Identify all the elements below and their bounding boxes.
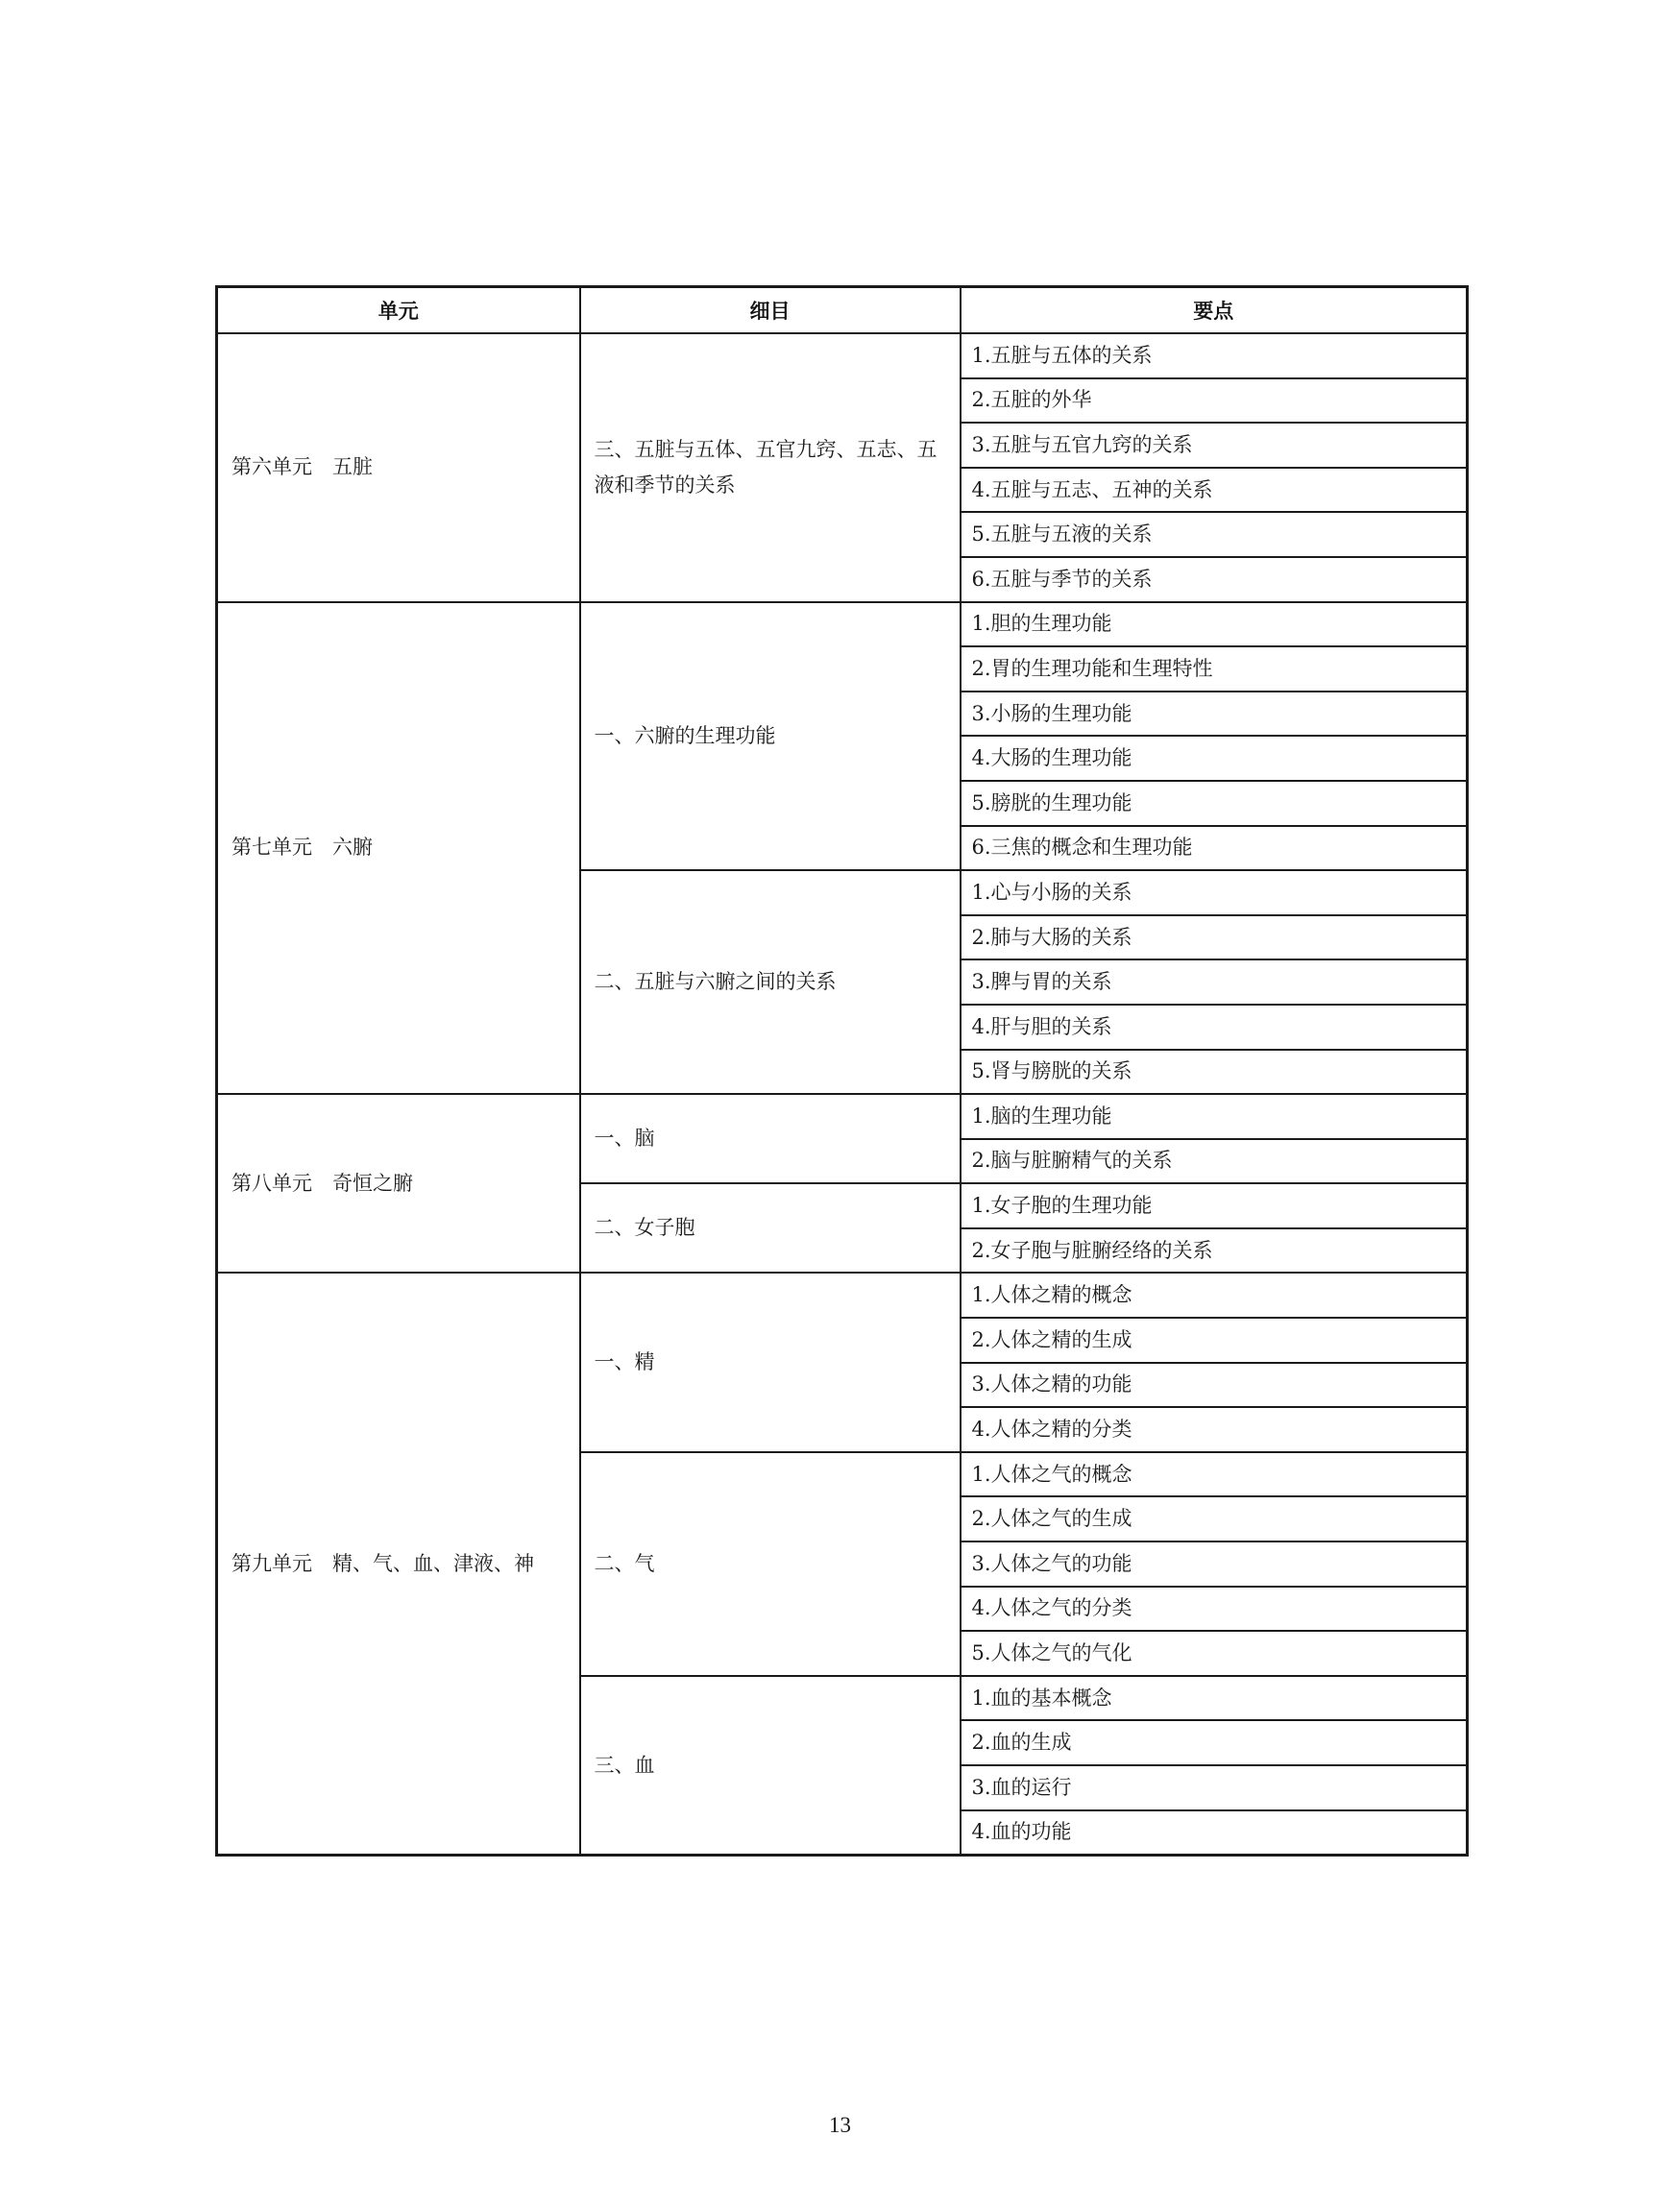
detail-cell: 一、六腑的生理功能 (580, 602, 961, 871)
point-cell: 2.女子胞与脏腑经络的关系 (961, 1228, 1468, 1274)
detail-cell: 一、精 (580, 1273, 961, 1451)
point-cell: 2.血的生成 (961, 1720, 1468, 1765)
detail-cell: 三、血 (580, 1676, 961, 1856)
unit-cell: 第六单元 五脏 (217, 333, 580, 602)
point-cell: 3.脾与胃的关系 (961, 959, 1468, 1005)
point-cell: 2.脑与脏腑精气的关系 (961, 1139, 1468, 1184)
table-row (217, 1094, 1468, 1139)
detail-cell: 二、女子胞 (580, 1183, 961, 1273)
point-cell: 5.人体之气的气化 (961, 1631, 1468, 1676)
table-row (217, 1273, 1468, 1318)
point-cell: 4.肝与胆的关系 (961, 1005, 1468, 1050)
syllabus-table (215, 285, 1469, 1857)
detail-cell: 三、五脏与五体、五官九窍、五志、五液和季节的关系 (580, 333, 961, 602)
unit-cell: 第七单元 六腑 (217, 602, 580, 1095)
point-cell: 1.人体之气的概念 (961, 1452, 1468, 1497)
point-cell: 2.人体之精的生成 (961, 1318, 1468, 1363)
point-cell: 1.脑的生理功能 (961, 1094, 1468, 1139)
point-cell: 1.人体之精的概念 (961, 1273, 1468, 1318)
point-cell: 3.五脏与五官九窍的关系 (961, 423, 1468, 468)
point-cell: 5.膀胱的生理功能 (961, 781, 1468, 826)
point-cell: 2.五脏的外华 (961, 378, 1468, 424)
detail-cell: 二、气 (580, 1452, 961, 1676)
page-number: 13 (829, 2113, 851, 2137)
point-cell: 1.心与小肠的关系 (961, 870, 1468, 915)
detail-cell: 二、五脏与六腑之间的关系 (580, 870, 961, 1094)
point-cell: 5.肾与膀胱的关系 (961, 1050, 1468, 1095)
table-row (217, 333, 1468, 378)
point-cell: 1.女子胞的生理功能 (961, 1183, 1468, 1228)
point-cell: 4.血的功能 (961, 1810, 1468, 1856)
point-cell: 2.人体之气的生成 (961, 1496, 1468, 1541)
point-cell: 4.大肠的生理功能 (961, 736, 1468, 781)
point-cell: 5.五脏与五液的关系 (961, 512, 1468, 557)
point-cell: 1.血的基本概念 (961, 1676, 1468, 1721)
point-cell: 3.血的运行 (961, 1765, 1468, 1810)
point-cell: 3.人体之精的功能 (961, 1363, 1468, 1408)
unit-cell: 第九单元 精、气、血、津液、神 (217, 1273, 580, 1855)
point-cell: 6.五脏与季节的关系 (961, 557, 1468, 602)
table-header-row (217, 287, 1468, 334)
header-points: 要点 (961, 287, 1468, 334)
point-cell: 3.小肠的生理功能 (961, 692, 1468, 737)
unit-cell: 第八单元 奇恒之腑 (217, 1094, 580, 1273)
point-cell: 1.五脏与五体的关系 (961, 333, 1468, 378)
header-detail: 细目 (580, 287, 961, 334)
point-cell: 4.人体之精的分类 (961, 1407, 1468, 1452)
point-cell: 4.人体之气的分类 (961, 1587, 1468, 1632)
detail-cell: 一、脑 (580, 1094, 961, 1183)
point-cell: 2.肺与大肠的关系 (961, 915, 1468, 960)
header-unit: 单元 (217, 287, 580, 334)
point-cell: 4.五脏与五志、五神的关系 (961, 468, 1468, 513)
table-row (217, 602, 1468, 647)
point-cell: 3.人体之气的功能 (961, 1541, 1468, 1587)
point-cell: 6.三焦的概念和生理功能 (961, 826, 1468, 871)
point-cell: 1.胆的生理功能 (961, 602, 1468, 647)
point-cell: 2.胃的生理功能和生理特性 (961, 646, 1468, 692)
